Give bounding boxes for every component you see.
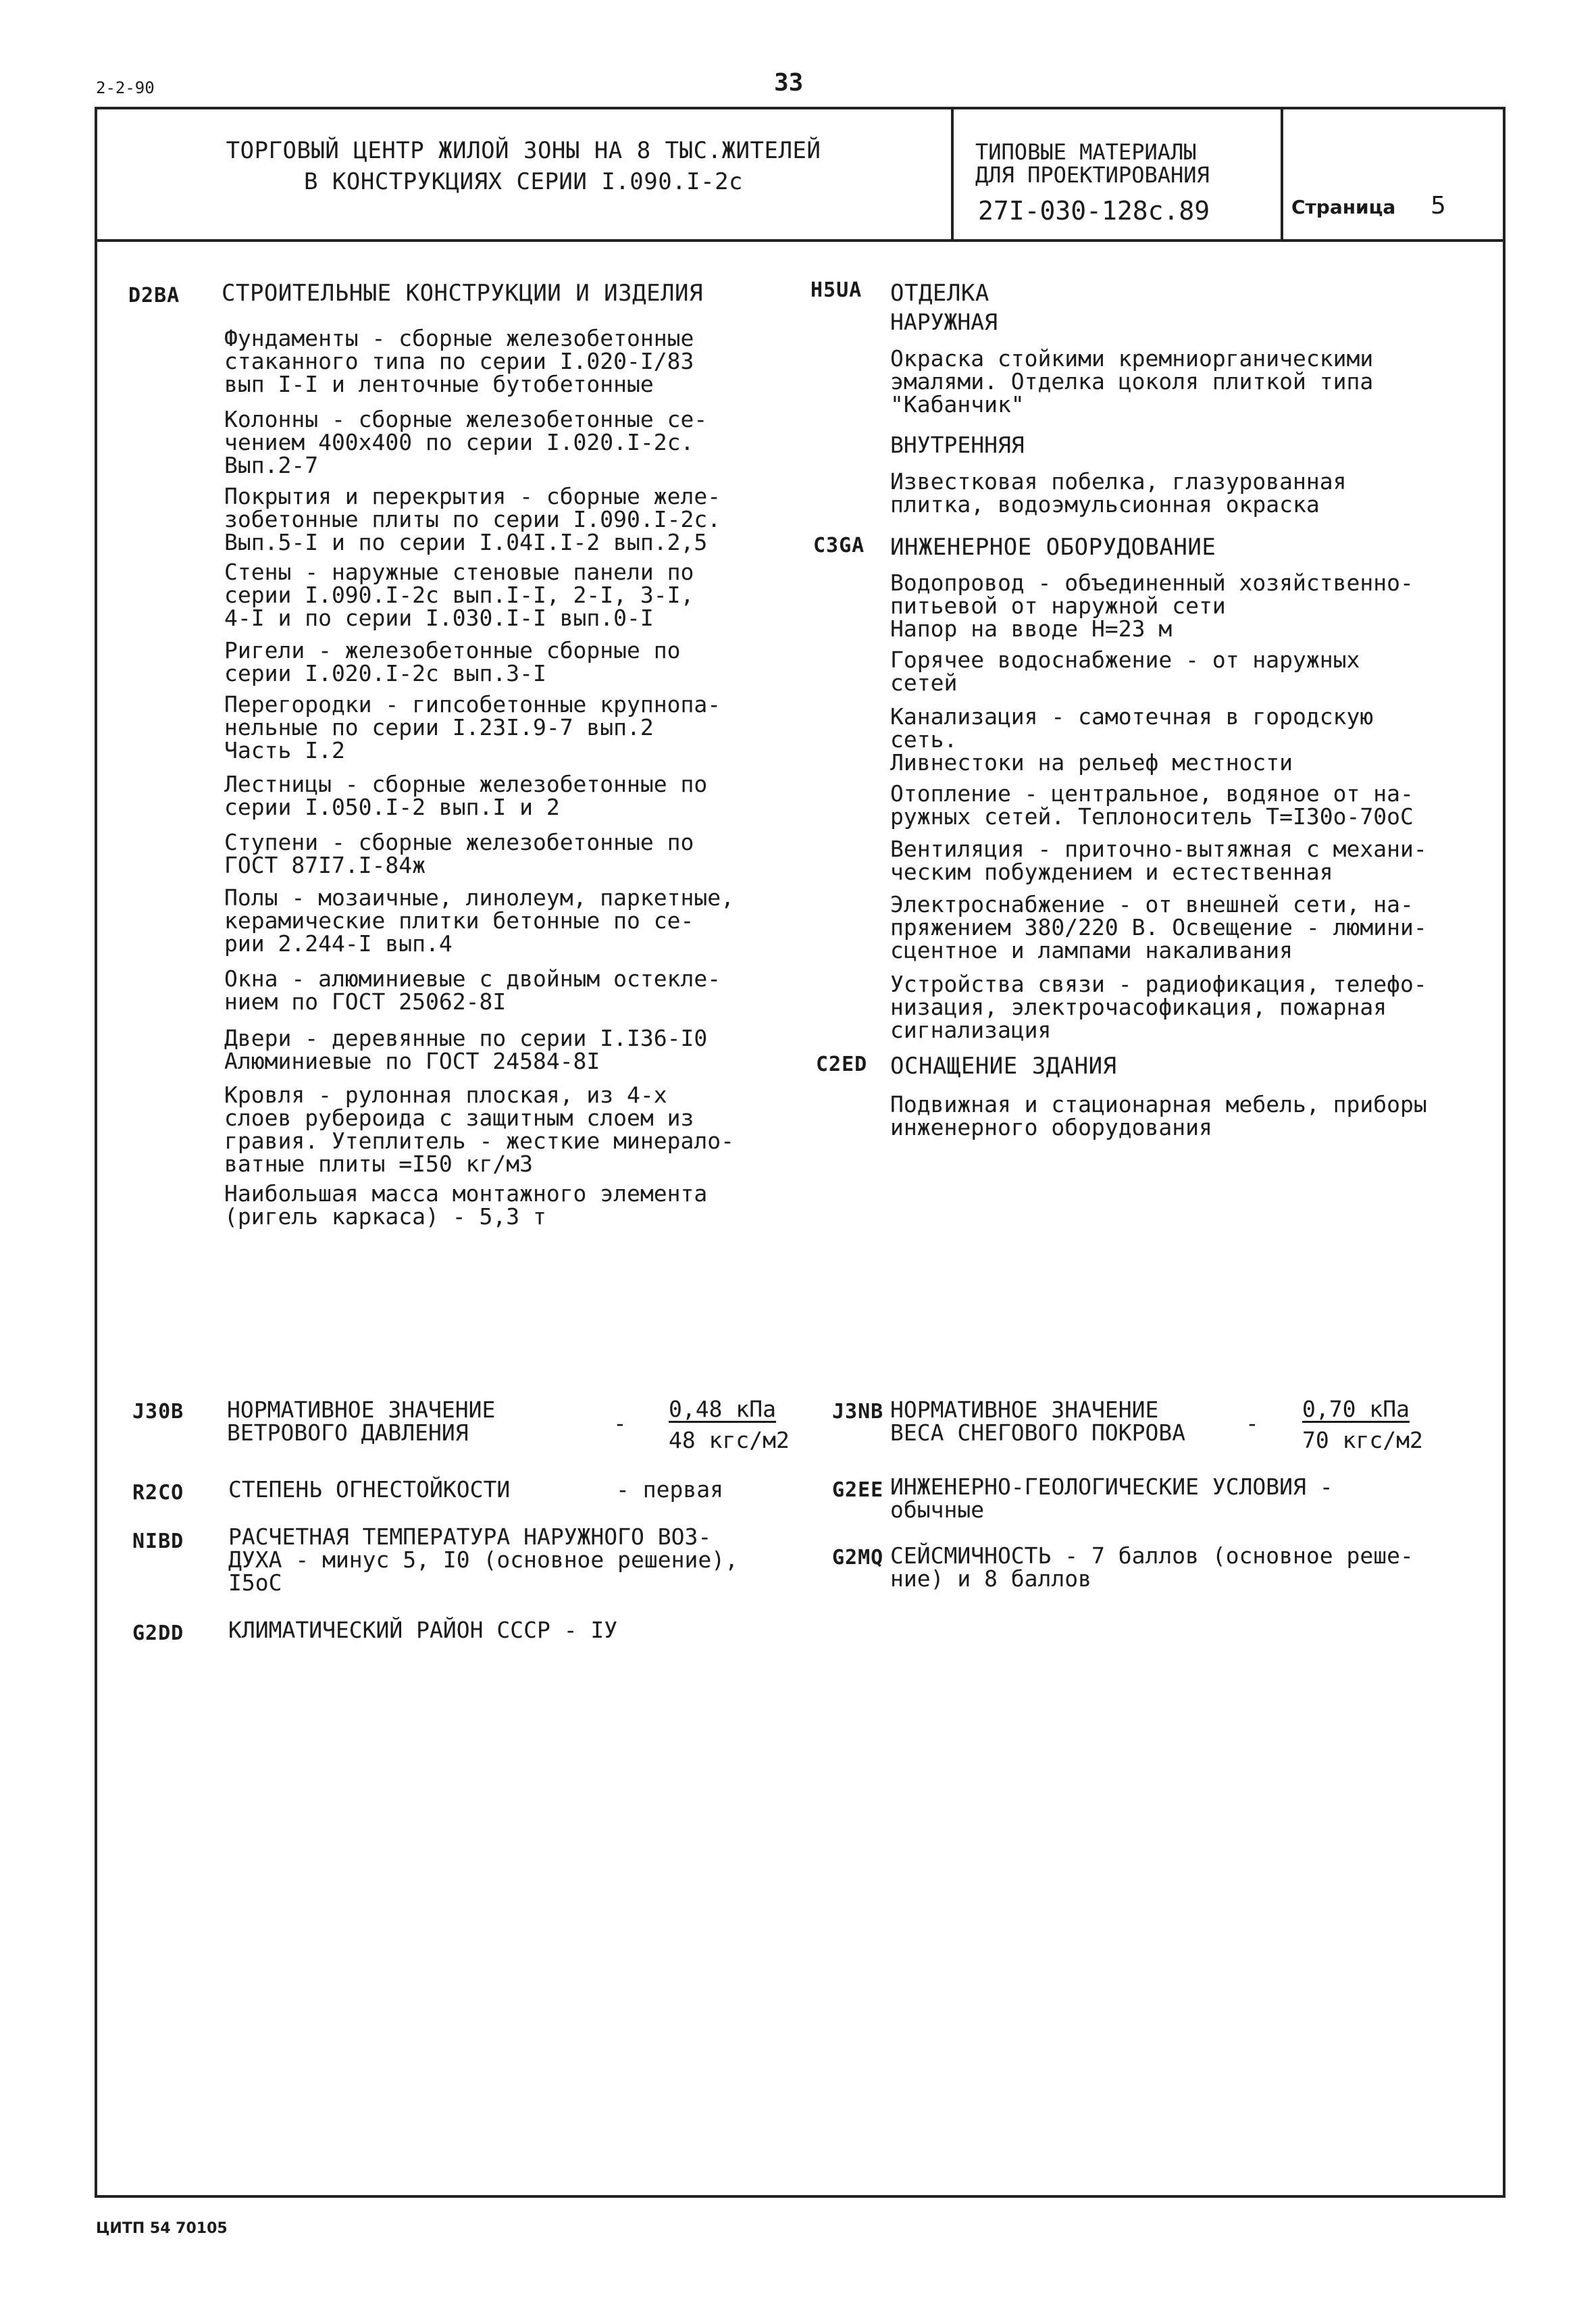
param-dash-wind: - [613,1410,627,1436]
section-title-constructions: СТРОИТЕЛЬНЫЕ КОНСТРУКЦИИ И ИЗДЕЛИЯ [222,280,703,307]
item-hot-water: Горячее водоснабжение - от наружных сетей [890,647,1360,696]
param-dash-snow: - [1245,1410,1259,1436]
param-code-seismic: G2MQ [832,1546,884,1569]
materials-block [975,141,1210,186]
section-title-equipment: ОСНАЩЕНИЕ ЗДАНИЯ [890,1053,1117,1080]
param-text-seismic: СЕЙСМИЧНОСТЬ - 7 баллов (основное реше- ние) и 8 баллов [890,1542,1414,1592]
item-max-mass: Наибольшая масса монтажного элемента (ригель каркаса) - 5,3 т [224,1180,708,1230]
document-title [108,135,939,197]
materials-line-2: ДЛЯ ПРОЕКТИРОВАНИЯ [975,162,1210,188]
param-label-fire: СТЕПЕНЬ ОГНЕСТОЙКОСТИ [228,1476,511,1503]
subtitle-interior: ВНУТРЕННЯЯ [890,432,1025,458]
item-columns: Колонны - сборные железобетонные се- чением 400x400 по серии I.020.I-2с. Вып.2-7 [224,406,708,478]
param-code-snow: J3NB [832,1400,884,1424]
page-number: 33 [774,69,804,97]
param-code-wind: J30B [132,1400,184,1424]
item-floors: Полы - мозаичные, линолеум, паркетные, керамические плитки бетонные по се- рии 2.244-I вып.4 [224,884,734,957]
item-walls: Стены - наружные стеновые панели по серии I.090.I-2с вып.I-I, 2-I, 3-I, 4-I и по серии I.030.I-I вып.0-I [224,559,694,631]
page-label: Страница [1291,196,1396,218]
item-heating: Отопление - центральное, водяное от на- ружных сетей. Теплоноситель Т=I30о-70оС [890,780,1414,830]
section-title-finishing: ОТДЕЛКА [890,280,989,307]
param-label-snow: НОРМАТИВНОЕ ЗНАЧЕНИЕ ВЕСА СНЕГОВОГО ПОКРОВА [890,1397,1186,1446]
item-beams: Ригели - железобетонные сборные по серии I.020.I-2с вып.3-I [224,637,681,686]
param-text-temperature: РАСЧЕТНАЯ ТЕМПЕРАТУРА НАРУЖНОГО ВОЗ- ДУХА - минус 5, I0 (основное решение), I5оС [228,1524,738,1596]
param-code-geology: G2EE [832,1478,884,1502]
section-code-equipment: C2ED [816,1053,868,1076]
param-text-climate: КЛИМАТИЧЕСКИЙ РАЙОН СССР - IУ [228,1617,618,1643]
item-communications: Устройства связи - радиофикация, телефо- низация, электрочасофикация, пожарная сигнализация [890,971,1427,1043]
item-stairs: Лестницы - сборные железобетонные по серии I.050.I-2 вып.I и 2 [224,771,708,820]
section-code-finishing: H5UA [810,278,863,302]
param-value-wind-kgs: 48 кгс/м2 [669,1427,790,1453]
item-foundations: Фундаменты - сборные железобетонные стаканного типа по серии I.020-I/83 вып I-I и ленточные бутобетонные [224,325,694,397]
title-line-2: В КОНСТРУКЦИЯХ СЕРИИ I.090.I-2с [303,168,744,195]
item-power-supply: Электроснабжение - от внешней сети, на- пряжением 380/220 В. Освещение - люмини- сцентное и лампами накаливания [890,891,1427,963]
text-equipment: Подвижная и стационарная мебель, приборы инженерного оборудования [890,1091,1427,1140]
header-vline-2 [1281,107,1283,241]
param-value-fire: - первая [616,1476,723,1503]
param-value-snow-kgs: 70 кгс/м2 [1302,1427,1423,1453]
item-doors: Двери - деревянные по серии I.I36-I0 Алюминиевые по ГОСТ 24584-8I [224,1025,708,1074]
item-windows: Окна - алюминиевые с двойным остекле- нием по ГОСТ 25062-8I [224,965,721,1015]
text-interior: Известковая побелка, глазурованная плитка, водоэмульсионная окраска [890,468,1347,518]
sheet-code: 2-2-90 [96,78,155,97]
section-code-constructions: D2BA [128,284,180,307]
item-slabs: Покрытия и перекрытия - сборные желе- зобетонные плиты по серии I.090.I-2с. Вып.5-I и по серии I.04I.I-2 вып.2,5 [224,483,721,555]
param-code-temperature: NIBD [132,1530,184,1553]
subtitle-exterior: НАРУЖНАЯ [890,309,998,335]
footer-stamp: ЦИТП 54 70105 [96,2220,228,2237]
header-divider [95,239,1505,242]
item-water-supply: Водопровод - объединенный хозяйственно- питьевой от наружной сети Напор на вводе Н=23 м [890,570,1414,642]
text-exterior: Окраска стойкими кремниорганическими эмалями. Отделка цоколя плиткой типа "Кабанчик" [890,345,1374,418]
item-steps: Ступени - сборные железобетонные по ГОСТ 87I7.I-84ж [224,829,694,878]
item-partitions: Перегородки - гипсобетонные крупнопа- нельные по серии I.23I.9-7 вып.2 Часть I.2 [224,691,721,763]
item-ventilation: Вентиляция - приточно-вытяжная с механи- ческим побуждением и естественная [890,836,1427,885]
param-value-snow-kpa: 0,70 кПа [1302,1396,1410,1422]
item-sewerage: Канализация - самотечная в городскую сеть. Ливнестоки на рельеф местности [890,703,1374,776]
title-line-1: ТОРГОВЫЙ ЦЕНТР ЖИЛОЙ ЗОНЫ НА 8 ТЫС.ЖИТЕЛЕЙ [226,137,821,164]
param-value-wind-kpa: 0,48 кПа [669,1396,776,1422]
section-title-engineering: ИНЖЕНЕРНОЕ ОБОРУДОВАНИЕ [890,534,1216,561]
param-label-wind: НОРМАТИВНОЕ ЗНАЧЕНИЕ ВЕТРОВОГО ДАВЛЕНИЯ [227,1397,496,1446]
document-code: 27I-030-128с.89 [978,196,1210,226]
page-value: 5 [1431,192,1446,220]
header-vline-1 [951,107,954,241]
section-code-engineering: C3GA [813,534,865,557]
param-code-climate: G2DD [132,1621,184,1645]
param-code-fire: R2CO [132,1481,184,1505]
materials-line-1: ТИПОВЫЕ МАТЕРИАЛЫ [975,139,1197,165]
param-text-geology: ИНЖЕНЕРНО-ГЕОЛОГИЧЕСКИЕ УСЛОВИЯ - обычные [890,1474,1333,1523]
item-roof: Кровля - рулонная плоская, из 4-х слоев рубероида с защитным слоем из гравия. Утеплитель - жесткие минерало- ватные плиты =I50 кг/м3 [224,1082,734,1177]
